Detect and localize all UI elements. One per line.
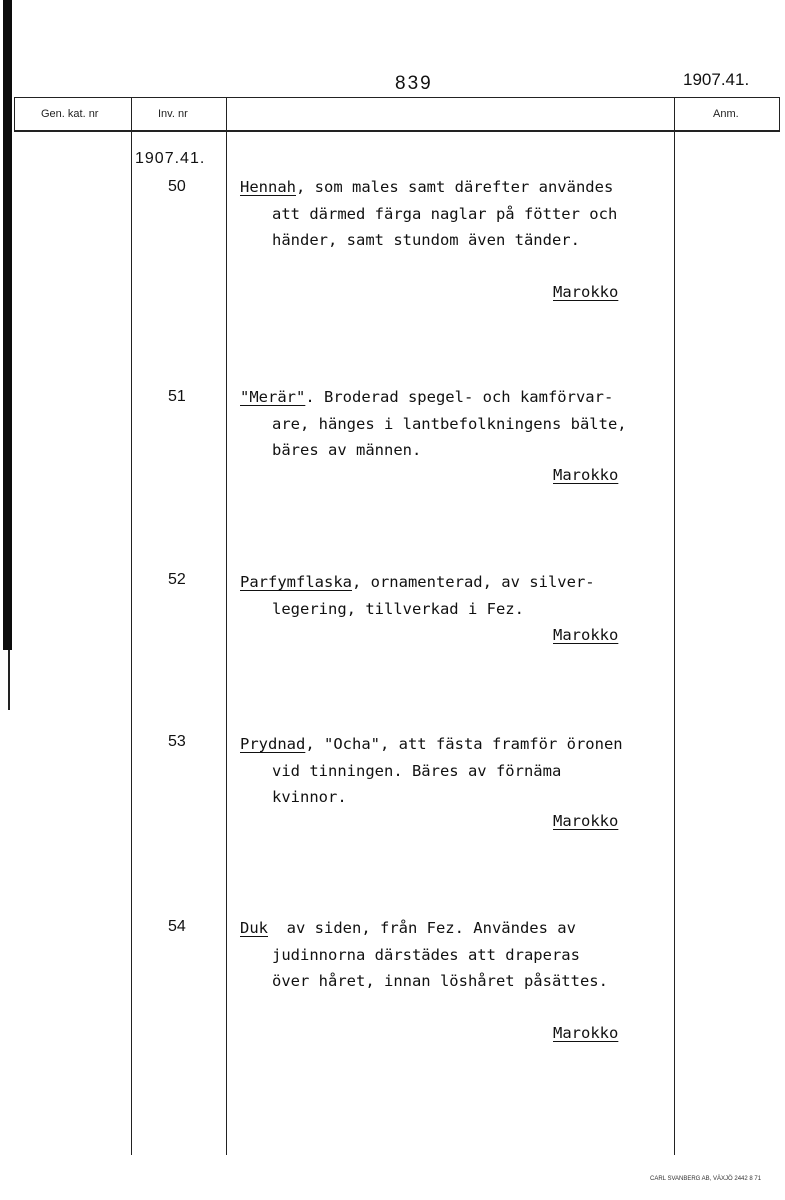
entry-line: , som males samt därefter användes: [296, 178, 614, 196]
entry-term: Prydnad: [240, 735, 306, 753]
entry-line: händer, samt stundom även tänder.: [272, 231, 580, 249]
header-anm: Anm.: [713, 108, 739, 120]
origin-50: Marokko: [553, 283, 619, 301]
entry-53: [240, 731, 680, 811]
origin-53: Marokko: [553, 812, 619, 830]
entry-line: över håret, innan löshåret påsättes.: [272, 972, 608, 990]
binder-edge-tail: [8, 650, 10, 710]
col-divider-gen: [131, 97, 132, 1155]
origin-51: Marokko: [553, 466, 619, 484]
header-gen-kat: Gen. kat. nr: [41, 108, 99, 120]
entry-line: are, hänges i lantbefolkningens bälte,: [272, 414, 627, 433]
entry-54: [240, 915, 680, 995]
entry-term: "Merär": [240, 388, 306, 406]
entry-line: bäres av männen.: [272, 441, 422, 459]
page-number: 839: [395, 73, 433, 94]
entry-line: legering, tillverkad i Fez.: [272, 599, 524, 618]
inv-number-51: 51: [168, 388, 186, 405]
entry-52: [240, 569, 680, 622]
right-border: [779, 97, 780, 132]
entry-line: . Broderad spegel- och kamförvar-: [305, 388, 614, 406]
entry-line: att därmed färga naglar på fötter och: [272, 204, 618, 223]
origin-52: Marokko: [553, 626, 619, 644]
col-divider-anm: [674, 97, 675, 1155]
entry-50: [240, 174, 680, 254]
binder-edge: [3, 0, 12, 650]
entry-term: Hennah: [240, 178, 296, 196]
entry-line: av siden, från Fez. Användes av: [268, 919, 576, 937]
top-rule: [14, 97, 780, 98]
printer-mark: CARL SVANBERG AB, VÄXJÖ 2442 8 71: [650, 1176, 762, 1182]
header-inv: Inv. nr: [158, 108, 188, 120]
left-border: [14, 97, 15, 132]
header-bottom-rule: [14, 130, 780, 132]
inv-number-50: 50: [168, 178, 186, 195]
entry-term: Parfymflaska: [240, 573, 352, 591]
collection-year: 1907.41.: [135, 150, 206, 167]
entry-term: Duk: [240, 919, 268, 937]
inv-number-54: 54: [168, 918, 186, 935]
entry-line: , ornamenterad, av silver-: [351, 573, 595, 591]
inv-number-53: 53: [168, 733, 186, 750]
entry-51: [240, 384, 680, 464]
entry-line: judinnorna därstädes att draperas: [272, 945, 580, 964]
entry-line: vid tinningen. Bäres av förnäma: [272, 761, 562, 780]
entry-line: , "Ocha", att fästa framför öronen: [305, 735, 623, 753]
inv-number-52: 52: [168, 571, 186, 588]
col-divider-inv: [226, 97, 227, 1155]
origin-54: Marokko: [553, 1024, 619, 1042]
page-code: 1907.41.: [683, 70, 750, 89]
entry-line: kvinnor.: [272, 788, 347, 806]
